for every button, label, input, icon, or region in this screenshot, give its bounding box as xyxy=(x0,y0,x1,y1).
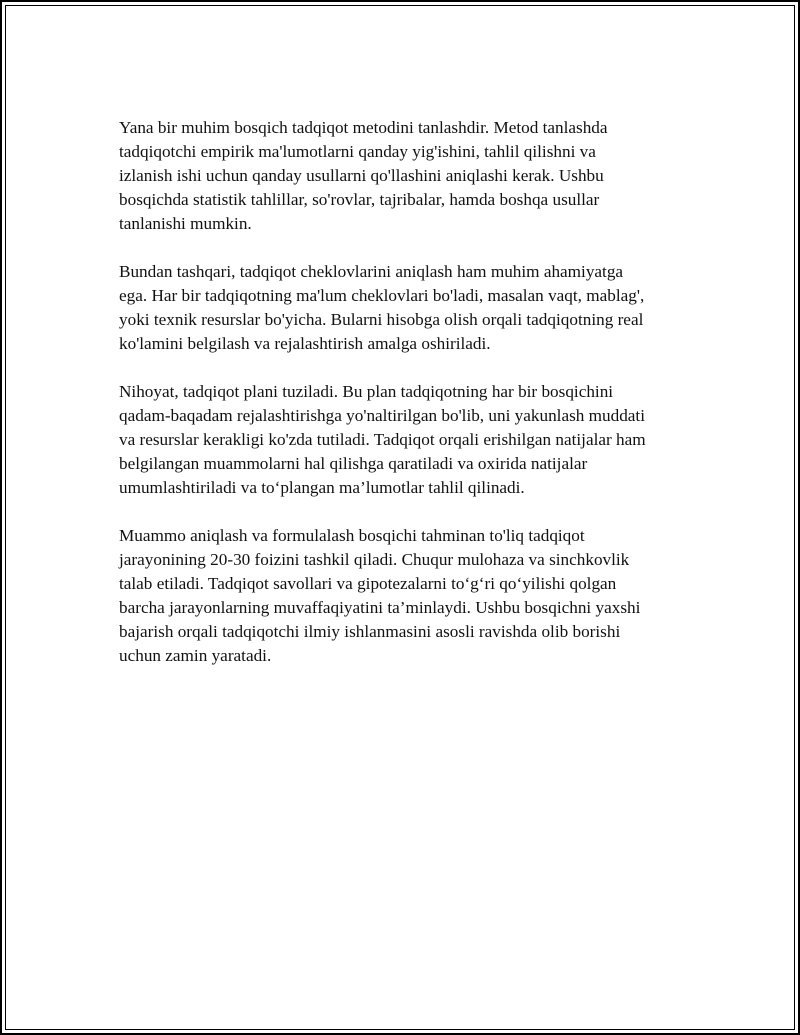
paragraph-research-plan xyxy=(119,380,704,500)
text-line: yoki texnik resurslar bo'yicha. Bularni hisobga olish orqali tadqiqotning real xyxy=(119,310,644,329)
text-line: bajarish orqali tadqiqotchi ilmiy ishlanmasini asosli ravishda olib borishi xyxy=(119,622,621,641)
text-line: barcha jarayonlarning muvaffaqiyatini ta’minlaydi. Ushbu bosqichni yaxshi xyxy=(119,598,641,617)
text-line: Yana bir muhim bosqich tadqiqot metodini tanlashdir. Metod tanlashda xyxy=(119,118,608,137)
text-line: umumlashtiriladi va to‘plangan ma’lumotlar tahlil qilinadi. xyxy=(119,478,525,497)
text-line: ega. Har bir tadqiqotning ma'lum cheklovlari bo'ladi, masalan vaqt, mablag', xyxy=(119,286,645,305)
document-body xyxy=(119,116,704,692)
text-line: bosqichda statistik tahlillar, so'rovlar, tajribalar, hamda boshqa usullar xyxy=(119,190,600,209)
text-line: Muammo aniqlash va formulalash bosqichi tahminan to'liq tadqiqot xyxy=(119,526,585,545)
text-line: tadqiqotchi empirik ma'lumotlarni qanday yig'ishini, tahlil qilishni va xyxy=(119,142,596,161)
text-line: jarayonining 20-30 foizini tashkil qiladi. Chuqur mulohaza va sinchkovlik xyxy=(119,550,630,569)
text-line: tanlanishi mumkin. xyxy=(119,214,252,233)
text-line: Nihoyat, tadqiqot plani tuziladi. Bu plan tadqiqotning har bir bosqichini xyxy=(119,382,614,401)
text-line: izlanish ishi uchun qanday usullarni qo'llashini aniqlashi kerak. Ushbu xyxy=(119,166,604,185)
paragraph-research-limitations xyxy=(119,260,704,356)
paragraph-research-method xyxy=(119,116,704,236)
paragraph-problem-formulation xyxy=(119,524,704,668)
text-line: ko'lamini belgilash va rejalashtirish amalga oshiriladi. xyxy=(119,334,491,353)
text-line: Bundan tashqari, tadqiqot cheklovlarini aniqlash ham muhim ahamiyatga xyxy=(119,262,624,281)
text-line: belgilangan muammolarni hal qilishga qaratiladi va oxirida natijalar xyxy=(119,454,588,473)
text-line: qadam-baqadam rejalashtirishga yo'naltirilgan bo'lib, uni yakunlash muddati xyxy=(119,406,645,425)
text-line: uchun zamin yaratadi. xyxy=(119,646,272,665)
text-line: talab etiladi. Tadqiqot savollari va gipotezalarni to‘g‘ri qo‘yilishi qolgan xyxy=(119,574,617,593)
text-line: va resurslar kerakligi ko'zda tutiladi. Tadqiqot orqali erishilgan natijalar ham xyxy=(119,430,646,449)
